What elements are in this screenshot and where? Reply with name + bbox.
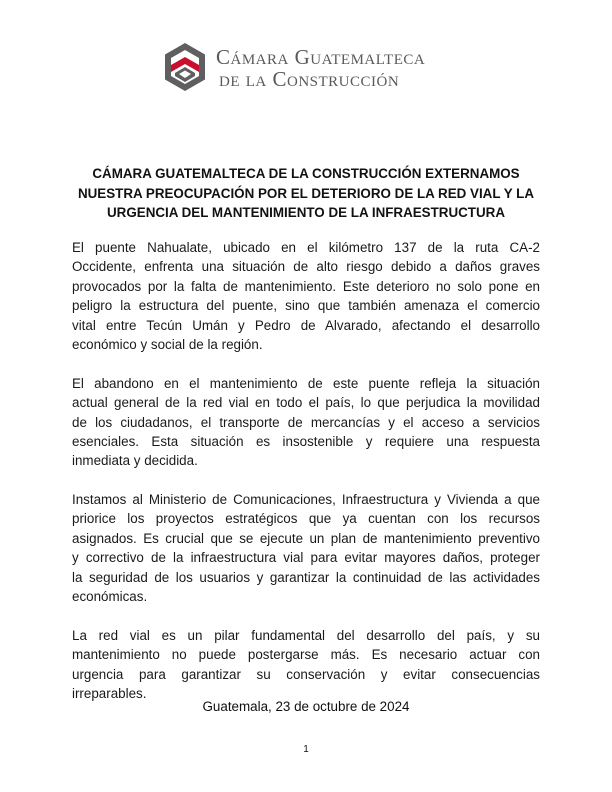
document-title [70,164,542,223]
dateline: Guatemala, 23 de octubre de 2024 [202,699,410,714]
title-line: NUESTRA PREOCUPACIÓN POR EL DETERIORO DE LA RED VIAL Y LA [77,185,535,201]
hexagon-logo-icon [163,42,207,92]
paragraph-line: El puente Nahualate, ubicado en el kilómetro 137 de la ruta CA-2 [72,240,540,255]
document-body [72,238,540,723]
paragraph [72,626,540,704]
title-line: URGENCIA DEL MANTENIMIENTO DE LA INFRAESTRUCTURA [107,205,505,220]
letterhead [0,38,612,100]
paragraph [72,374,540,471]
paragraph-line: económico y social de la región. [72,336,263,352]
paragraph-line: asignados. Es crucial que se ejecute un plan de mantenimiento preventivo [72,530,540,546]
paragraph-line: la seguridad de los usuarios y garantizar la continuidad de las actividades [72,569,540,585]
paragraph-line: urgencia para garantizar su conservación y evitar consecuencias [72,666,540,682]
paragraph-line: de los ciudadanos, el transporte de mercancías y el acceso a servicios [72,414,540,430]
paragraph-line: esenciales. Esta situación es insostenible y requiere una respuesta [72,433,540,449]
paragraph-line: peligro la estructura del puente, sino que también amenaza el comercio [72,298,540,314]
page-number: 1 [303,744,309,755]
paragraph-line: El abandono en el mantenimiento de este puente refleja la situación [72,375,540,391]
paragraph-line: La red vial es un pilar fundamental del desarrollo del país, y su [72,627,540,643]
paragraph-line: vital entre Tecún Umán y Pedro de Alvarado, afectando el desarrollo [72,317,540,333]
paragraph-line: Occidente, enfrenta una situación de alto riesgo debido a daños graves [72,259,540,275]
paragraph-line: Instamos al Ministerio de Comunicaciones, Infraestructura y Vivienda a que [72,492,540,508]
paragraph-line: económicas. [72,589,148,605]
paragraph-line: irreparables. [72,685,147,701]
paragraph [72,238,540,354]
paragraph-line: priorice los proyectos estratégicos que ya cuentan con los recursos [72,511,540,527]
title-line: CÁMARA GUATEMALTECA DE LA CONSTRUCCIÓN EXTERNAMOS [92,166,520,181]
paragraph [72,490,540,606]
paragraph-line: actual general de la red vial en todo el país, lo que perjudica la movilidad [72,395,540,411]
paragraph-line: inmediata y decidida. [72,453,198,469]
organization-name-line-2: de la Construcción [219,67,400,91]
paragraph-line: y correctivo de la infraestructura vial para evitar mayores daños, proteger [72,550,540,566]
organization-name [216,46,425,90]
organization-name-line-1: Cámara Guatemalteca [216,45,426,69]
paragraph-line: provocados por la falta de mantenimiento. Este deterioro no solo pone en [72,278,540,294]
paragraph-line: mantenimiento no puede postergarse más. Es necesario actuar con [72,647,540,663]
